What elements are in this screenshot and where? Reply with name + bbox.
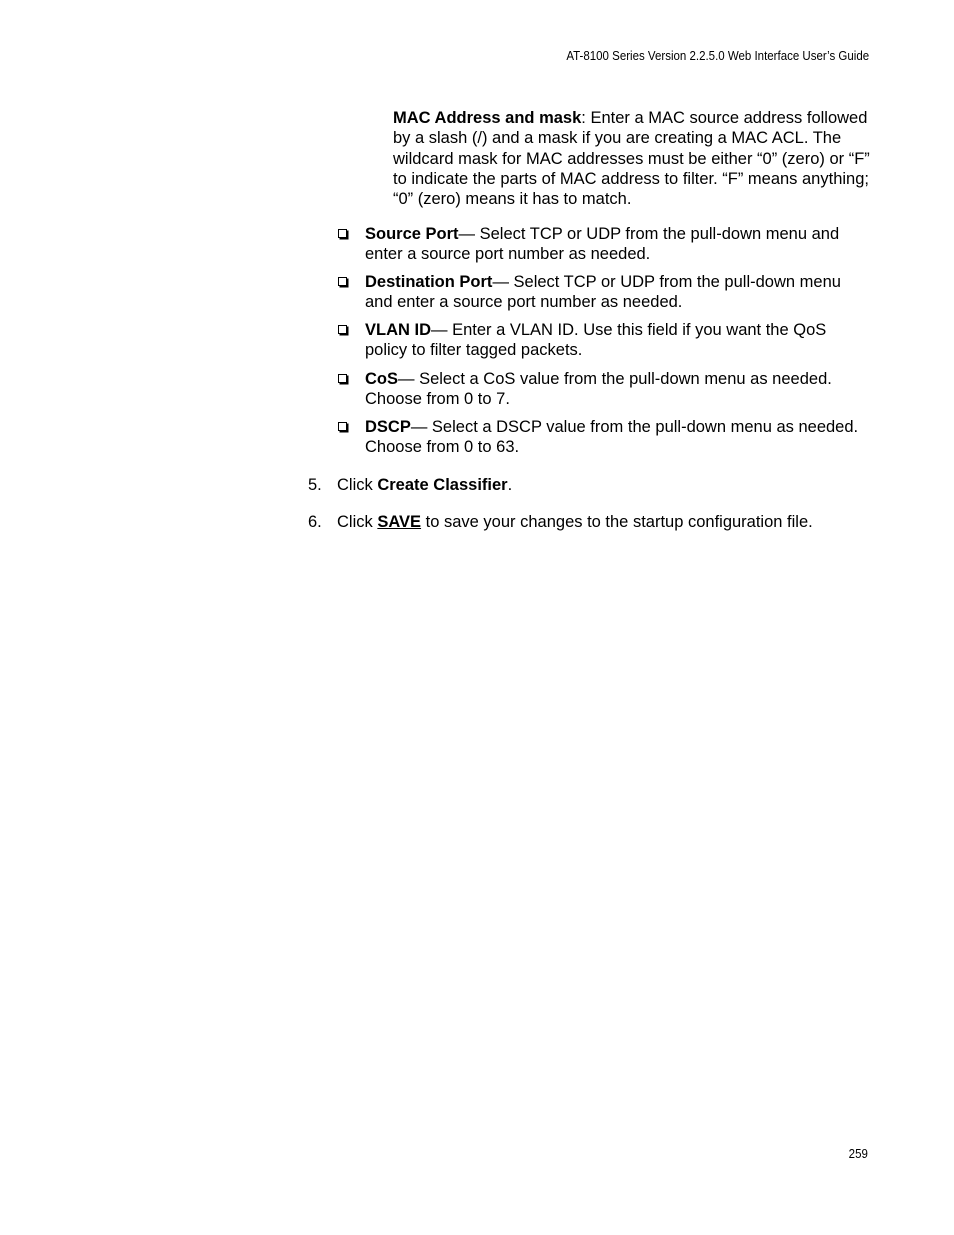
checkbox-bullet-icon	[338, 374, 347, 383]
bullet-dscp	[365, 417, 870, 458]
bullet-text: — Enter a VLAN ID. Use this field if you want the QoS policy to filter tagged packets.	[365, 321, 827, 360]
step-prefix: Click	[337, 513, 378, 531]
save-link[interactable]: SAVE	[377, 513, 422, 531]
bullet-vlan-id	[365, 320, 870, 361]
checkbox-bullet-icon	[338, 325, 347, 334]
bullet-cos	[365, 369, 870, 410]
mac-address-paragraph	[393, 108, 873, 209]
bullet-text: — Select TCP or UDP from the pull-down menu and enter a source port number as needed.	[365, 273, 841, 312]
page-number: 259	[848, 1147, 868, 1161]
mac-address-description: : Enter a MAC source address followed by a slash (/) and a mask if you are creating a MAC ACL. The wildcard mask for MAC addresses must be either “0” (zero) or “F” to indicate the parts of MAC address to filter. “F” means anything; “0” (zero) means it has to match.	[393, 109, 870, 209]
bullet-source-port	[365, 224, 870, 265]
bullet-destination-port	[365, 272, 870, 313]
running-header: AT-8100 Series Version 2.2.5.0 Web Interface User’s Guide	[566, 49, 869, 63]
step-5	[308, 475, 868, 495]
bullet-text: — Select TCP or UDP from the pull-down menu and enter a source port number as needed.	[365, 225, 840, 264]
bullet-text: — Select a CoS value from the pull-down menu as needed. Choose from 0 to 7.	[365, 370, 832, 409]
checkbox-bullet-icon	[338, 422, 347, 431]
bullet-term: DSCP	[365, 418, 411, 436]
checkbox-bullet-icon	[338, 277, 347, 286]
step-number: 6.	[308, 513, 322, 531]
bullet-term: CoS	[365, 370, 398, 388]
mac-address-term: MAC Address and mask	[393, 109, 582, 127]
step-suffix: to save your changes to the startup configuration file.	[421, 513, 813, 531]
checkbox-bullet-icon	[338, 229, 347, 238]
bullet-text: — Select a DSCP value from the pull-down menu as needed. Choose from 0 to 63.	[365, 418, 859, 457]
bullet-term: Destination Port	[365, 273, 493, 291]
step-number: 5.	[308, 476, 322, 494]
bullet-term: Source Port	[365, 225, 459, 243]
create-classifier-label: Create Classifier	[377, 476, 508, 494]
bullet-term: VLAN ID	[365, 321, 431, 339]
step-suffix: .	[507, 476, 513, 494]
step-6	[308, 512, 868, 532]
step-prefix: Click	[337, 476, 378, 494]
